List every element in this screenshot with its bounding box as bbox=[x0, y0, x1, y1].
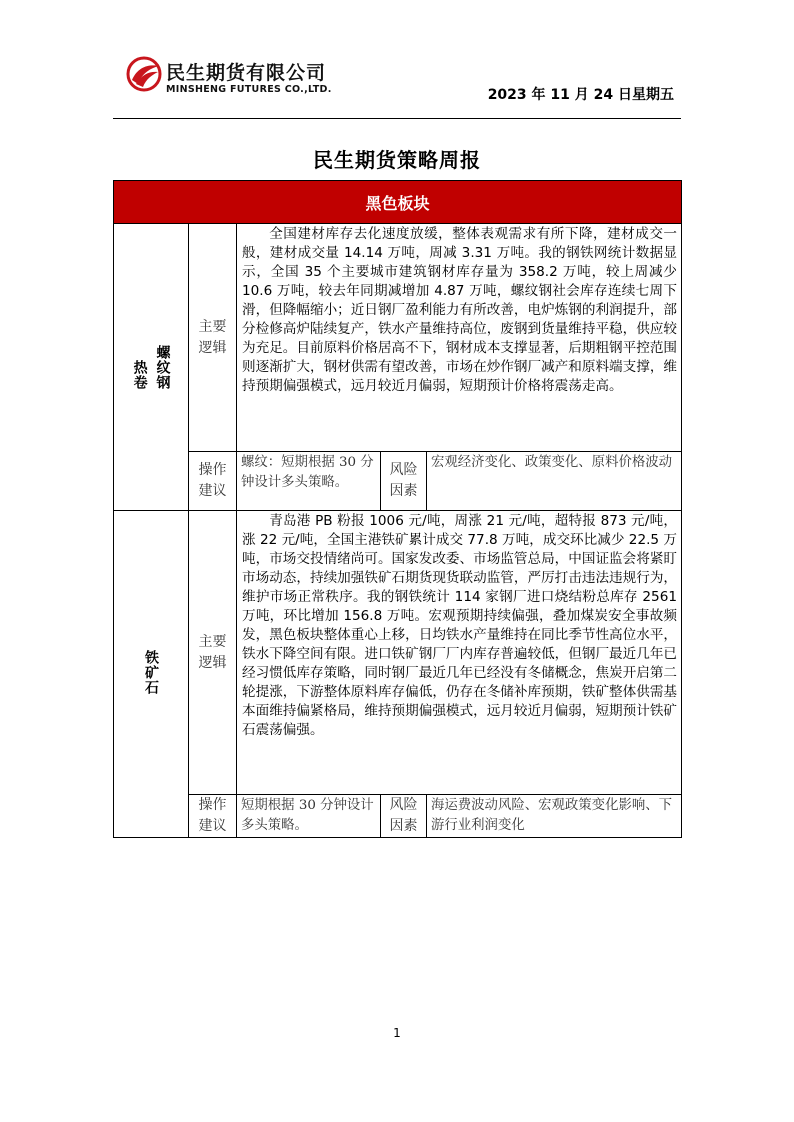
logic-paragraph: 青岛港 PB 粉报 1006 元/吨，周涨 21 元/吨，超特报 873 元/吨，涨 22 元/吨，全国主港铁矿累计成交 77.8 万吨，成交环比减少 22.5 万吨，市场交投情绪尚可。国家发改委、市场监管总局，中国证监会将紧盯市场动态，持续加强铁矿石期货现货联动监管，严厉打击违法违规行为，维护市场正常秩序。我的钢铁统计 114 家钢厂进口烧结粉总库存 2561 万吨，环比增加 156.8 万吨。宏观预期持续偏强，叠加煤炭安全事故频发，黑色板块整体重心上移，日均铁水产量维持在同比季节性高位水平，铁水下降空间有限。进口铁矿钢厂厂内库存普遍较低，但钢厂最近几年已经习惯低库存策略，同时钢厂最近几年已经没有冬储概念，焦炭开启第二轮提涨，下游整体原料库存偏低，仍存在冬储补库预期，铁矿整体供需基本面维持偏紧格局，维持预期偏强模式，远月较近月偏弱，短期预计铁矿石震荡偏强。 bbox=[242, 513, 678, 738]
category-rebar-hotcoil bbox=[114, 224, 189, 511]
report-date: 2023 年 11 月 24 日星期五 bbox=[487, 87, 674, 103]
logic-text bbox=[237, 224, 682, 452]
report-title: 民生期货策略周报 bbox=[313, 148, 481, 172]
header-divider bbox=[113, 118, 681, 119]
category-label-rebar: 螺纹钢 bbox=[154, 345, 171, 390]
operation-label: 操作建议 bbox=[189, 795, 237, 838]
logic-label: 主要逻辑 bbox=[189, 224, 237, 452]
company-name-en: MINSHENG FUTURES CO.,LTD. bbox=[166, 84, 332, 95]
section-band: 黑色板块 bbox=[114, 181, 682, 224]
logic-label: 主要逻辑 bbox=[189, 511, 237, 795]
table-row bbox=[114, 795, 682, 838]
risk-text: 海运费波动风险、宏观政策变化影响、下游行业利润变化 bbox=[427, 795, 682, 838]
category-label-hotcoil: 热卷 bbox=[131, 360, 148, 390]
company-name-cn: 民生期货有限公司 bbox=[166, 62, 327, 84]
risk-text: 宏观经济变化、政策变化、原料价格波动 bbox=[427, 452, 682, 511]
strategy-table bbox=[113, 180, 682, 838]
minsheng-logo-icon bbox=[126, 56, 162, 92]
category-iron-ore bbox=[114, 511, 189, 838]
table-row bbox=[114, 224, 682, 452]
company-logo bbox=[126, 56, 366, 102]
logic-text bbox=[237, 511, 682, 795]
operation-text: 短期根据 30 分钟设计多头策略。 bbox=[237, 795, 381, 838]
operation-label: 操作建议 bbox=[189, 452, 237, 511]
risk-label: 风险因素 bbox=[381, 795, 427, 838]
operation-text: 螺纹：短期根据 30 分钟设计多头策略。 bbox=[237, 452, 381, 511]
category-label-iron-ore: 铁矿石 bbox=[143, 649, 159, 695]
risk-label: 风险因素 bbox=[381, 452, 427, 511]
page-number: 1 bbox=[393, 1026, 401, 1040]
table-row bbox=[114, 452, 682, 511]
logic-paragraph: 全国建材库存去化速度放缓，整体表观需求有所下降，建材成交一般，建材成交量 14.14 万吨，周减 3.31 万吨。我的钢铁网统计数据显示，全国 35 个主要城市建筑钢材库存量为 358.2 万吨，较上周减少 10.6 万吨，较去年同期减增加 4.87 万吨，螺纹钢社会库存连续七周下滑，但降幅缩小；近日钢厂盈利能力有所改善，电炉炼钢的利润提升，部分检修高炉陆续复产，铁水产量维持高位，废钢到货量维持平稳，供应较为充足。目前原料价格居高不下，钢材成本支撑显著，后期粗钢平控范围则逐渐扩大，钢材供需有望改善，市场在炒作钢厂减产和原料端支撑，维持预期偏强模式，远月较近月偏弱，短期预计价格将震荡走高。 bbox=[242, 226, 678, 394]
table-row bbox=[114, 511, 682, 795]
